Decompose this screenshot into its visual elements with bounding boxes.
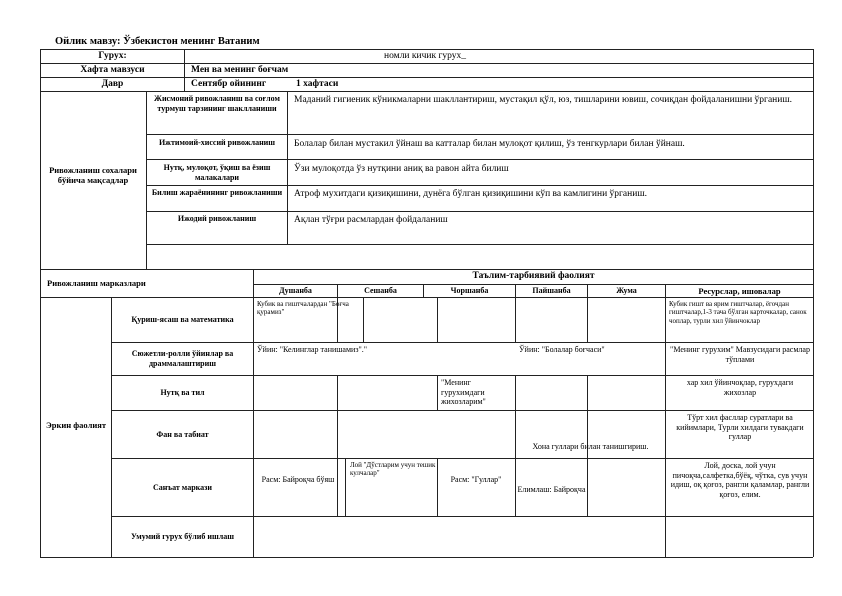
goal-text-social: Болалар билан мустакил ўйнаш ва катталар билан мулоқот қилиш, ўз тенгкурлари билан ўйнаш.: [294, 139, 685, 149]
centers-label: Ривожланиш марказлари: [47, 278, 146, 289]
construction-resources: Кубик гишт ва ярим гиштчалар, ёгочдан гиштчалар,1-3 тача бўлган карточкалар, санок чоплар, турли хил ўйинчоклар: [669, 300, 807, 325]
goal-area-creative: Ижодий ривожланиш: [177, 214, 257, 223]
art-thursday: Елимлаш: Байроқча: [517, 485, 586, 495]
center-construction-math: Қуриш-ясаш ва математика: [131, 315, 234, 325]
role-play-thursday: Ўйин: "Болалар боғчаси": [519, 345, 605, 354]
goals-section-label: Ривожланиш сохалари бўйича мақсадлар: [49, 164, 137, 185]
goal-text-cognition: Атроф мухитдаги қизиқишини, дунёга бўлган қизиқишини кўп ва камлигини ўрганиш.: [294, 189, 648, 199]
period-label: Давр: [101, 78, 124, 89]
resources-label: Ресурслар, ишовалар: [698, 285, 781, 296]
week-theme-value: Мен ва менинг боғчам: [191, 64, 289, 75]
center-art: Санъат маркази: [153, 482, 212, 492]
art-wednesday: Расм: "Гуллар": [450, 475, 502, 485]
period-month: Сентябр ойининг: [191, 78, 267, 89]
week-theme-label: Хафта мавзуси: [80, 64, 145, 75]
role-play-mon-tue: Ўйин: "Келинглар танишамиз".": [257, 345, 368, 354]
construction-monday: Кубик ва гиштчалардан "Боғча қурамиз": [257, 300, 349, 317]
goal-area-social: Ижтимоий-хиссий ривожланиш: [158, 138, 276, 147]
goal-area-physical: Жисмоний ривожланиш ва соғлом турмуш тарзининг шаклланиши: [154, 94, 280, 113]
art-monday: Расм: Байроқча бўяш: [261, 475, 335, 485]
group-value: номли кичик гурух_: [384, 50, 466, 61]
center-whole-group: Умумий гурух бўлиб ишлаш: [131, 532, 234, 542]
day-monday: Душанба: [279, 286, 312, 296]
day-thursday: Пайшанба: [532, 286, 571, 296]
science-thursday: Хона гуллари билан танишгириш.: [532, 442, 649, 452]
goal-text-physical: Маданий гигиеник кўникмаларни шакллантириш, мустақил қўл, юз, тишларини ювиш, сочиқдан фойдаланишни ўрганиш.: [294, 95, 793, 105]
center-science-nature: Фан ва табиат: [156, 429, 209, 439]
science-resources: Тўрт хил фасллар суратлари ва кийимлари, Турли хилдаги тувакдаги гуллар: [676, 413, 804, 442]
goal-area-speech: Нутқ, мулоқот, ўқиш ва ёзиш малакалари: [163, 163, 271, 182]
period-week: 1 хафтаси: [296, 78, 339, 89]
day-wednesday: Чоршанба: [450, 286, 489, 296]
center-role-play: Сюжетли-ролли ўйинлар ва драммалаштириш: [131, 349, 234, 368]
role-play-resources: "Менинг гурухим" Мавзусидаги расмлар тўплами: [670, 345, 810, 364]
art-resources: Лой, доска, лой учун пичоқча,салфетка,бўёқ, чўтка, сув учун идиш, оқ қоғоз, рангли қаламлар, рангли қоғоз, елим.: [670, 461, 810, 499]
art-tuesday: Лой "Дўстларим учун тешик кулчалар": [350, 461, 436, 478]
goal-text-creative: Ақлан тўғри расмлардан фойдаланиш: [294, 215, 448, 225]
speech-wednesday: "Менинг гурухимдаги жихозларим": [441, 378, 486, 407]
goal-area-cognition: Билиш жараёнининг ривожланиши: [151, 188, 283, 197]
goal-text-speech: Ўзи мулоқотда ўз нутқини аниқ ва равон айта билиш: [294, 164, 509, 174]
day-tuesday: Сешанба: [364, 286, 397, 296]
page-title: Ойлик мавзу: Ўзбекистон менинг Ватаним: [55, 36, 260, 47]
day-friday: Жума: [616, 286, 637, 296]
group-label: Гурух:: [98, 50, 127, 61]
speech-resources: хар хил ўйинчоқлар, гурухдаги жихозлар: [686, 378, 794, 397]
center-speech: Нутқ ва тил: [160, 388, 205, 398]
free-activity-label: Эркин фаолият: [45, 419, 107, 430]
activity-label: Таълим-тарбиявий фаолият: [472, 271, 595, 282]
